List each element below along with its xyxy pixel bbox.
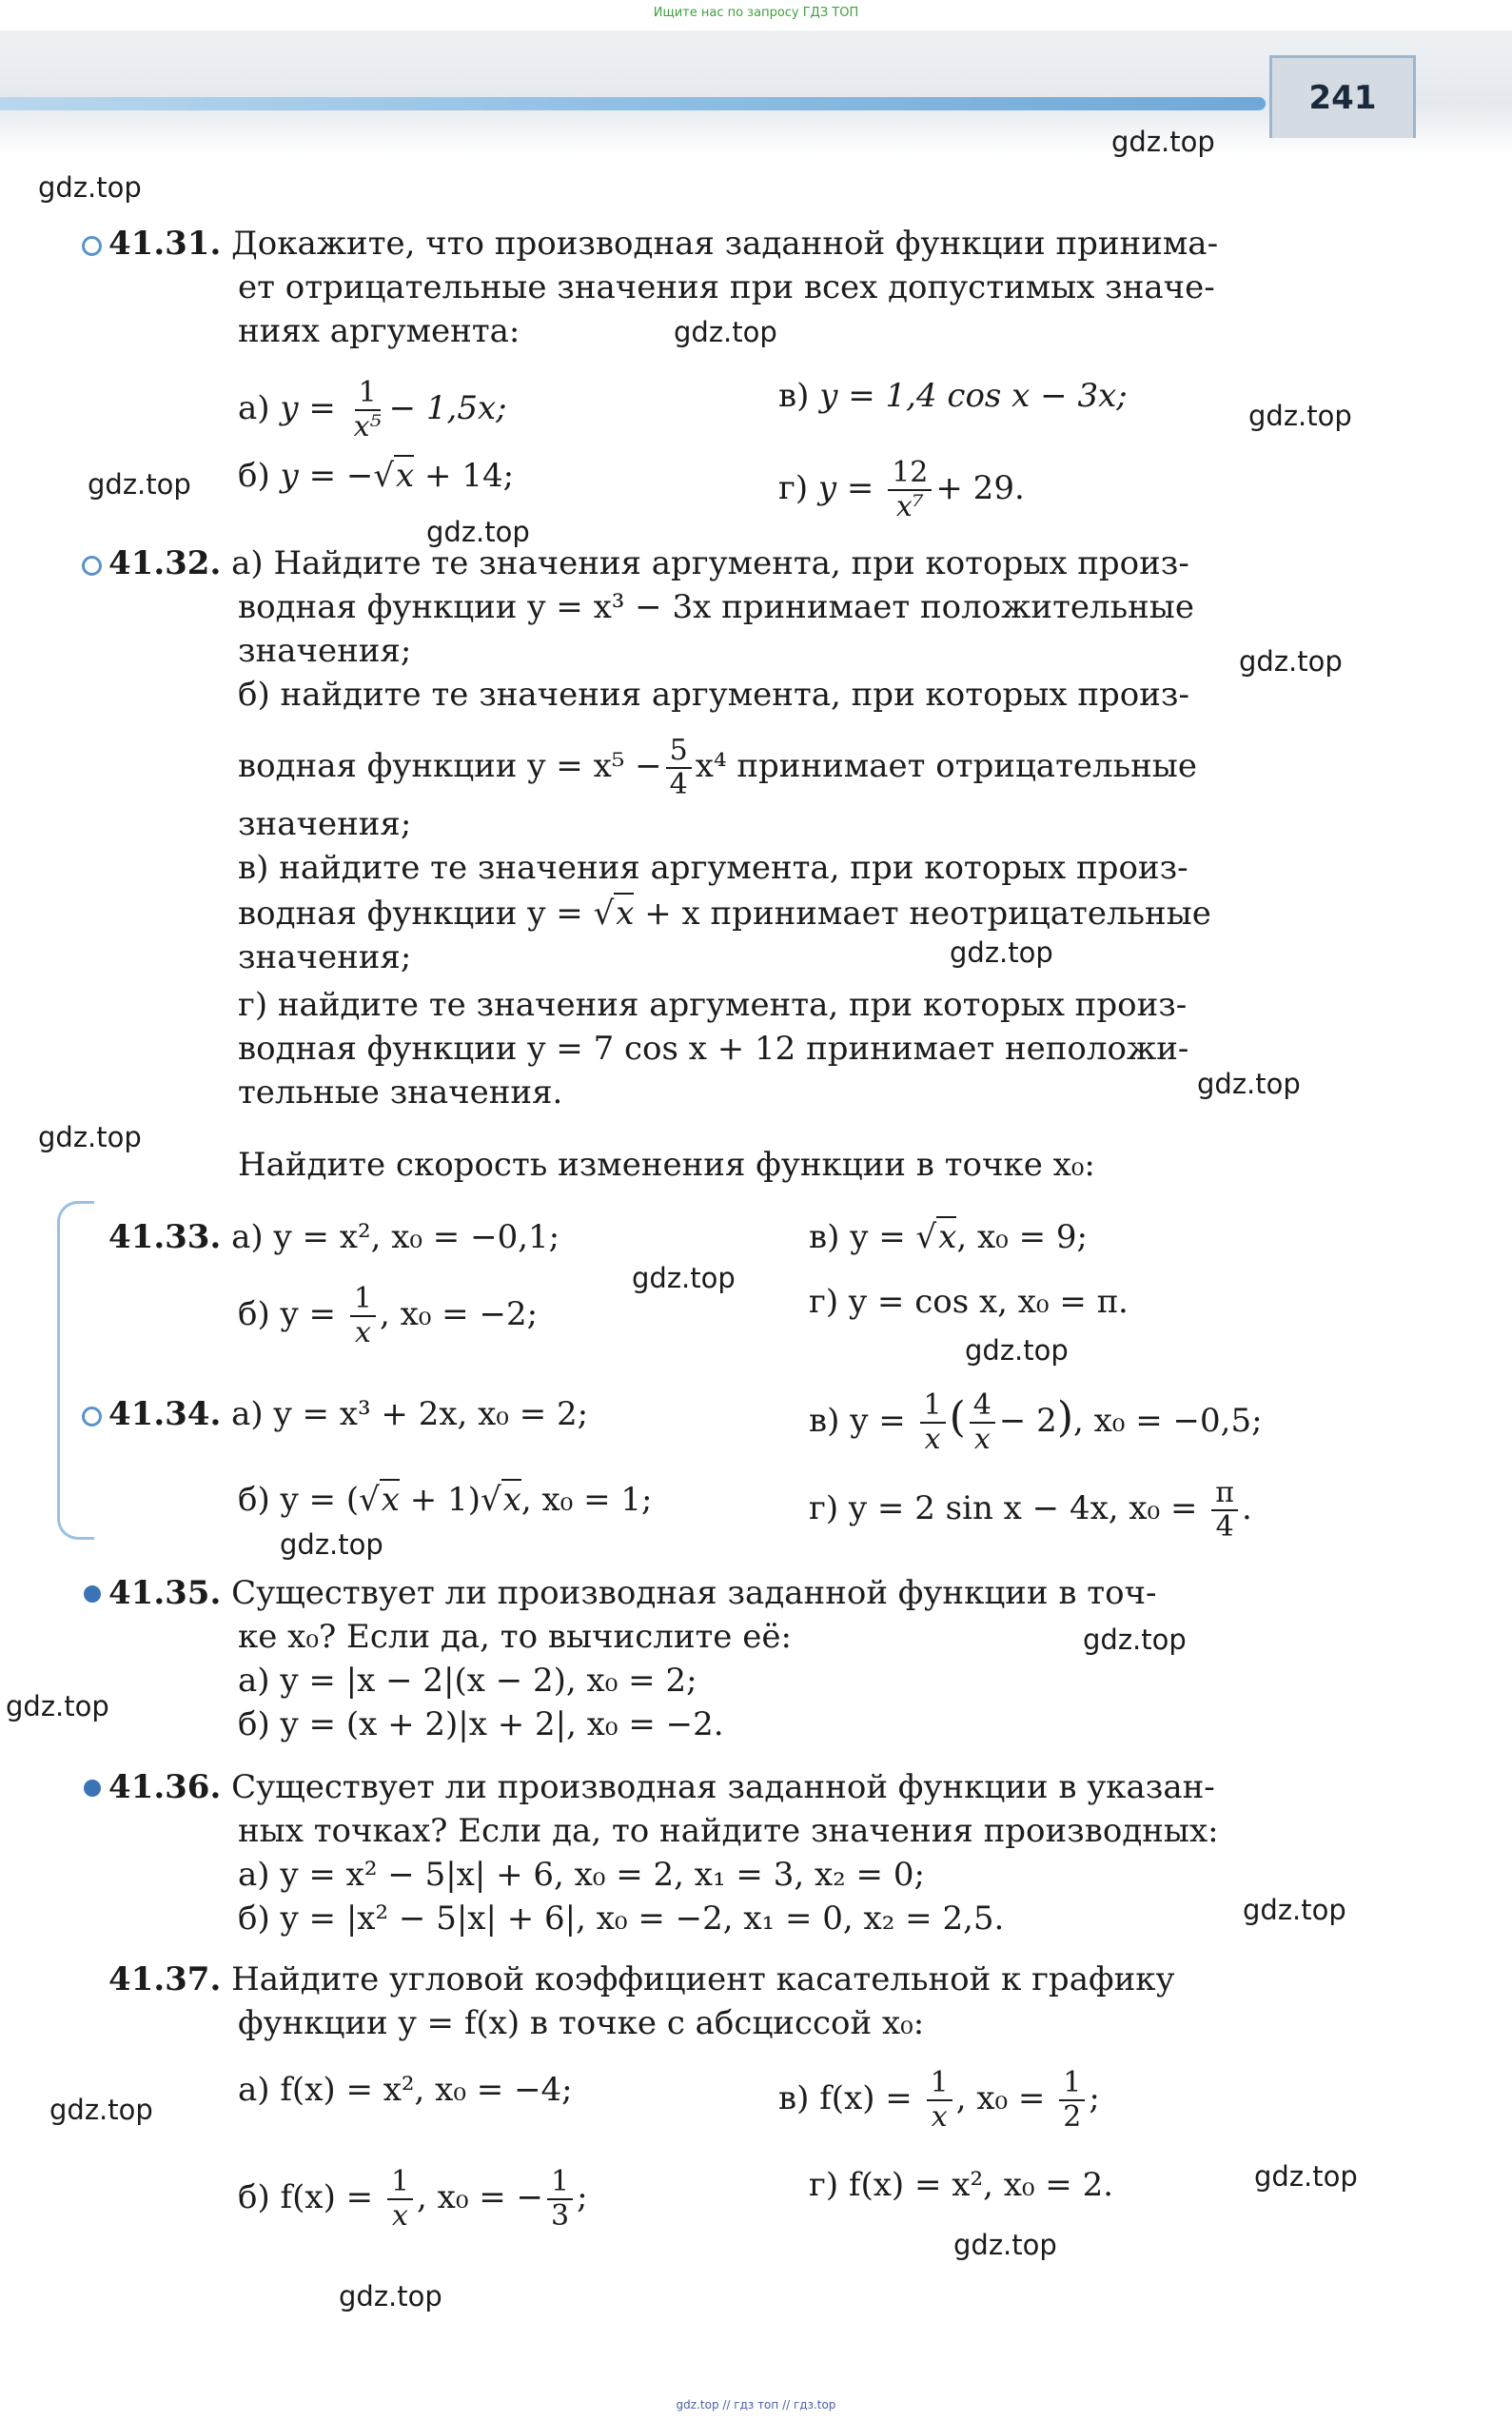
problem-41-32-line-8: водная функции y = √x + x принимает неотрицательные xyxy=(238,895,1211,933)
problem-41-32-line-2: водная функции y = x³ − 3x принимает положительные xyxy=(238,588,1194,626)
problem-41-32-line-11: водная функции y = 7 cos x + 12 принимает неположи- xyxy=(238,1030,1189,1068)
problem-41-32-line-5: водная функции y = x⁵ − $\frac{5}{4}$ x⁴ принимает отрицательные xyxy=(238,734,1197,801)
problem-41-36-a: а) y = x² − 5|x| + 6, x₀ = 2, x₁ = 3, x₂ = 0; xyxy=(238,1856,925,1894)
problem-41-33-g: г) y = cos x, x₀ = π. xyxy=(809,1283,1129,1321)
problem-41-32-line-9: значения; xyxy=(238,938,412,976)
problem-41-37-g: г) f(x) = x², x₀ = 2. xyxy=(809,2166,1114,2204)
bullet-open xyxy=(82,556,102,576)
problem-41-32-line-12: тельные значения. xyxy=(238,1073,563,1112)
watermark[interactable]: gdz.top xyxy=(88,468,191,501)
problem-41-35-line-2: ке x₀? Если да, то вычислите её: xyxy=(238,1618,792,1656)
bullet-filled xyxy=(84,1585,101,1603)
watermark[interactable]: gdz.top xyxy=(49,2094,153,2126)
problem-41-32-line-3: значения; xyxy=(238,632,412,670)
problem-41-34-a: 41.34. а) y = x³ + 2x, x₀ = 2; xyxy=(108,1395,589,1433)
header-stripe xyxy=(0,97,1266,110)
watermark[interactable]: gdz.top xyxy=(1254,2160,1358,2193)
watermark[interactable]: gdz.top xyxy=(1197,1068,1301,1100)
problem-41-36-line-2: ных точках? Если да, то найдите значения производных: xyxy=(238,1812,1219,1850)
problem-41-37-line-2: функции y = f(x) в точке с абсциссой x₀: xyxy=(238,2004,925,2042)
problem-41-31-line-3: ниях аргумента: xyxy=(238,312,520,350)
group-bracket xyxy=(57,1201,94,1540)
watermark[interactable]: gdz.top xyxy=(426,516,530,548)
bullet-filled xyxy=(84,1780,101,1797)
watermark[interactable]: gdz.top xyxy=(38,171,142,204)
problem-41-34-v: в) y = $\frac{1}{x}$ ( $\frac{4}{x}$ − 2), x₀ = −0,5; xyxy=(809,1388,1263,1456)
watermark[interactable]: gdz.top xyxy=(1243,1894,1346,1926)
watermark[interactable]: gdz.top xyxy=(1083,1624,1187,1656)
problem-41-35-a: а) y = |x − 2|(x − 2), x₀ = 2; xyxy=(238,1662,697,1700)
problem-41-34-b: б) y = (√x + 1)√x, x₀ = 1; xyxy=(238,1481,653,1519)
watermark[interactable]: gdz.top xyxy=(674,316,777,348)
problem-41-32-line-10: г) найдите те значения аргумента, при которых произ- xyxy=(238,986,1188,1024)
watermark[interactable]: gdz.top xyxy=(1248,400,1352,432)
problem-41-37-a: а) f(x) = x², x₀ = −4; xyxy=(238,2071,573,2109)
bullet-open xyxy=(82,1407,102,1427)
bullet-open xyxy=(82,236,102,256)
problem-41-35-line-1: 41.35. Существует ли производная заданной функции в точ- xyxy=(108,1574,1157,1612)
problem-41-33-v: в) y = √x, x₀ = 9; xyxy=(809,1218,1089,1256)
problem-41-32-line-1: 41.32. а) Найдите те значения аргумента, при которых произ- xyxy=(108,544,1189,582)
watermark[interactable]: gdz.top xyxy=(280,1528,383,1561)
problem-41-36-line-1: 41.36. Существует ли производная заданной функции в указан- xyxy=(108,1768,1215,1806)
problem-41-32-line-4: б) найдите те значения аргумента, при которых произ- xyxy=(238,676,1189,714)
watermark[interactable]: gdz.top xyxy=(1239,645,1343,678)
problem-41-37-v: в) f(x) = $\frac{1}{x}$ , x₀ = $\frac{1}{2}$ ; xyxy=(778,2066,1100,2134)
page-number: 241 xyxy=(1269,55,1416,138)
watermark[interactable]: gdz.top xyxy=(632,1262,736,1294)
watermark[interactable]: gdz.top xyxy=(6,1690,109,1722)
problem-41-31-line-1: 41.31. Докажите, что производная заданной функции принима- xyxy=(108,225,1219,263)
bottom-note: gdz.top // гдз топ // гдз.top xyxy=(676,2398,836,2411)
watermark[interactable]: gdz.top xyxy=(953,2229,1057,2261)
problem-41-31-line-2: ет отрицательные значения при всех допустимых значе- xyxy=(238,268,1215,306)
problem-41-34-g: г) y = 2 sin x − 4x, x₀ = $\frac{\pi}{4}$ . xyxy=(809,1476,1252,1544)
problem-41-37-line-1: 41.37. Найдите угловой коэффициент касательной к графику xyxy=(108,1960,1175,1998)
problem-41-31-v: в) y = 1,4 cos x − 3x; xyxy=(778,377,1128,415)
top-note: Ищите нас по запросу ГДЗ ТОП xyxy=(653,6,859,20)
problem-41-32-line-7: в) найдите те значения аргумента, при которых произ- xyxy=(238,849,1188,887)
watermark[interactable]: gdz.top xyxy=(965,1334,1069,1367)
problem-41-37-b: б) f(x) = $\frac{1}{x}$ , x₀ = − $\frac{1}{3}$ ; xyxy=(238,2165,588,2233)
watermark[interactable]: gdz.top xyxy=(38,1121,142,1153)
problem-41-31-a: а) y = $\frac{1}{\text{x⁵}}$ − 1,5x; xyxy=(238,376,507,443)
problem-41-32-line-6: значения; xyxy=(238,805,412,843)
speed-heading: Найдите скорость изменения функции в точке x₀: xyxy=(238,1146,1095,1184)
problem-41-35-b: б) y = (x + 2)|x + 2|, x₀ = −2. xyxy=(238,1705,724,1743)
watermark[interactable]: gdz.top xyxy=(1111,126,1215,158)
problem-41-31-b: б) y = −√x + 14; xyxy=(238,457,515,495)
problem-41-36-b: б) y = |x² − 5|x| + 6|, x₀ = −2, x₁ = 0, x₂ = 2,5. xyxy=(238,1899,1005,1938)
problem-41-33-a: 41.33. а) y = x², x₀ = −0,1; xyxy=(108,1218,560,1256)
watermark[interactable]: gdz.top xyxy=(339,2280,442,2313)
watermark[interactable]: gdz.top xyxy=(950,936,1053,969)
problem-41-33-b: б) y = $\frac{1}{x}$ , x₀ = −2; xyxy=(238,1282,539,1349)
problem-41-31-g: г) y = $\frac{12}{\text{x⁷}}$ + 29. xyxy=(778,456,1025,523)
